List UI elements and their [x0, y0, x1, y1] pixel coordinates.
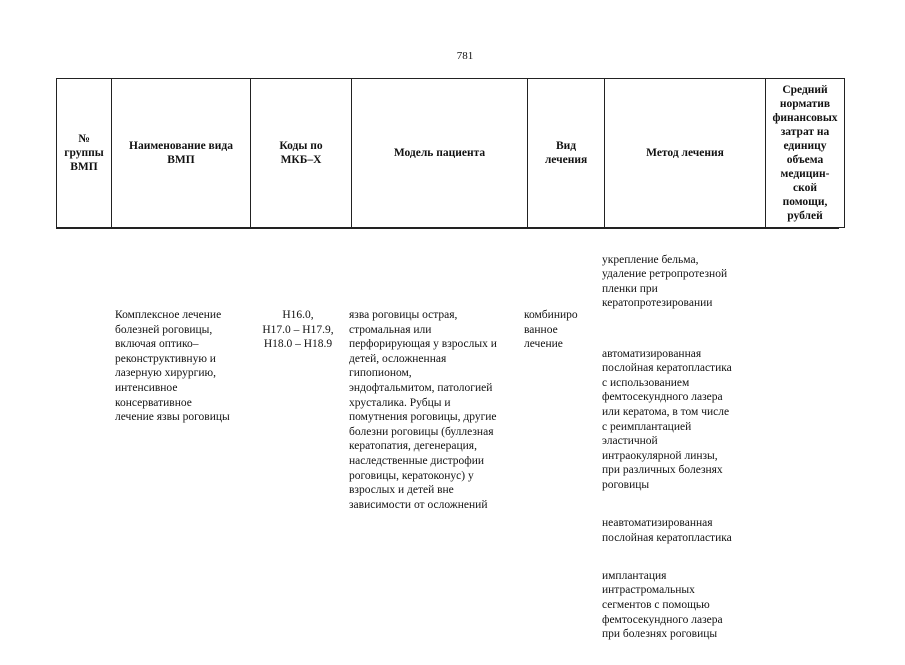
method-cell [602, 238, 754, 665]
method-intrastromal-segments: имплантация интрастромальных сегментов с помощью фемтосекундного лазера при болезнях роговицы [602, 569, 723, 641]
method-nonautomated-keratoplasty: неавтоматизированная послойная кератопластика [602, 517, 732, 544]
header-bottom-rule [56, 228, 839, 229]
header-cost-standard: Средний норматив финансовых затрат на единицу объема медицин- ской помощи, рублей [766, 79, 845, 228]
icd-codes-cell: H16.0, H17.0 – H17.9, H18.0 – H18.9 [262, 309, 334, 351]
method-automated-keratoplasty: автоматизированная послойная кератопластика с использованием фемтосекундного лазера или кератома, в том числе с реимплантацией эластичной интраокулярной линзы, при различных болезнях роговицы [602, 347, 732, 491]
continued-method: укрепление бельма, удаление ретропротезной пленки при кератопротезировании [602, 253, 728, 310]
header-treatment-type: Вид лечения [528, 79, 605, 228]
header-group-number: № группы ВМП [57, 79, 112, 228]
page-number: 781 [456, 50, 474, 62]
table-header [56, 78, 845, 228]
vmp-name-cell: Комплексное лечение болезней роговицы, включая оптико– реконструктивную и лазерную хирургию, интенсивное консервативное лечение язвы роговицы [115, 309, 230, 424]
patient-model-cell: язва роговицы острая, стромальная или перфорирующая у взрослых и детей, осложненная гипопионом, эндофтальмитом, патологией хрусталика. Рубцы и помутнения роговицы, другие болезни роговицы (буллезная кератопатия, дегенерация, наследственные дистрофии роговицы, кератоконус) у взрослых и детей вне зависимости от осложнений [349, 309, 497, 511]
header-icd-codes: Коды по МКБ–Х [251, 79, 352, 228]
header-patient-model: Модель пациента [352, 79, 528, 228]
treatment-type-cell: комбиниро ванное лечение [524, 309, 578, 351]
header-treatment-method: Метод лечения [605, 79, 766, 228]
header-vmp-name: Наименование вида ВМП [112, 79, 251, 228]
